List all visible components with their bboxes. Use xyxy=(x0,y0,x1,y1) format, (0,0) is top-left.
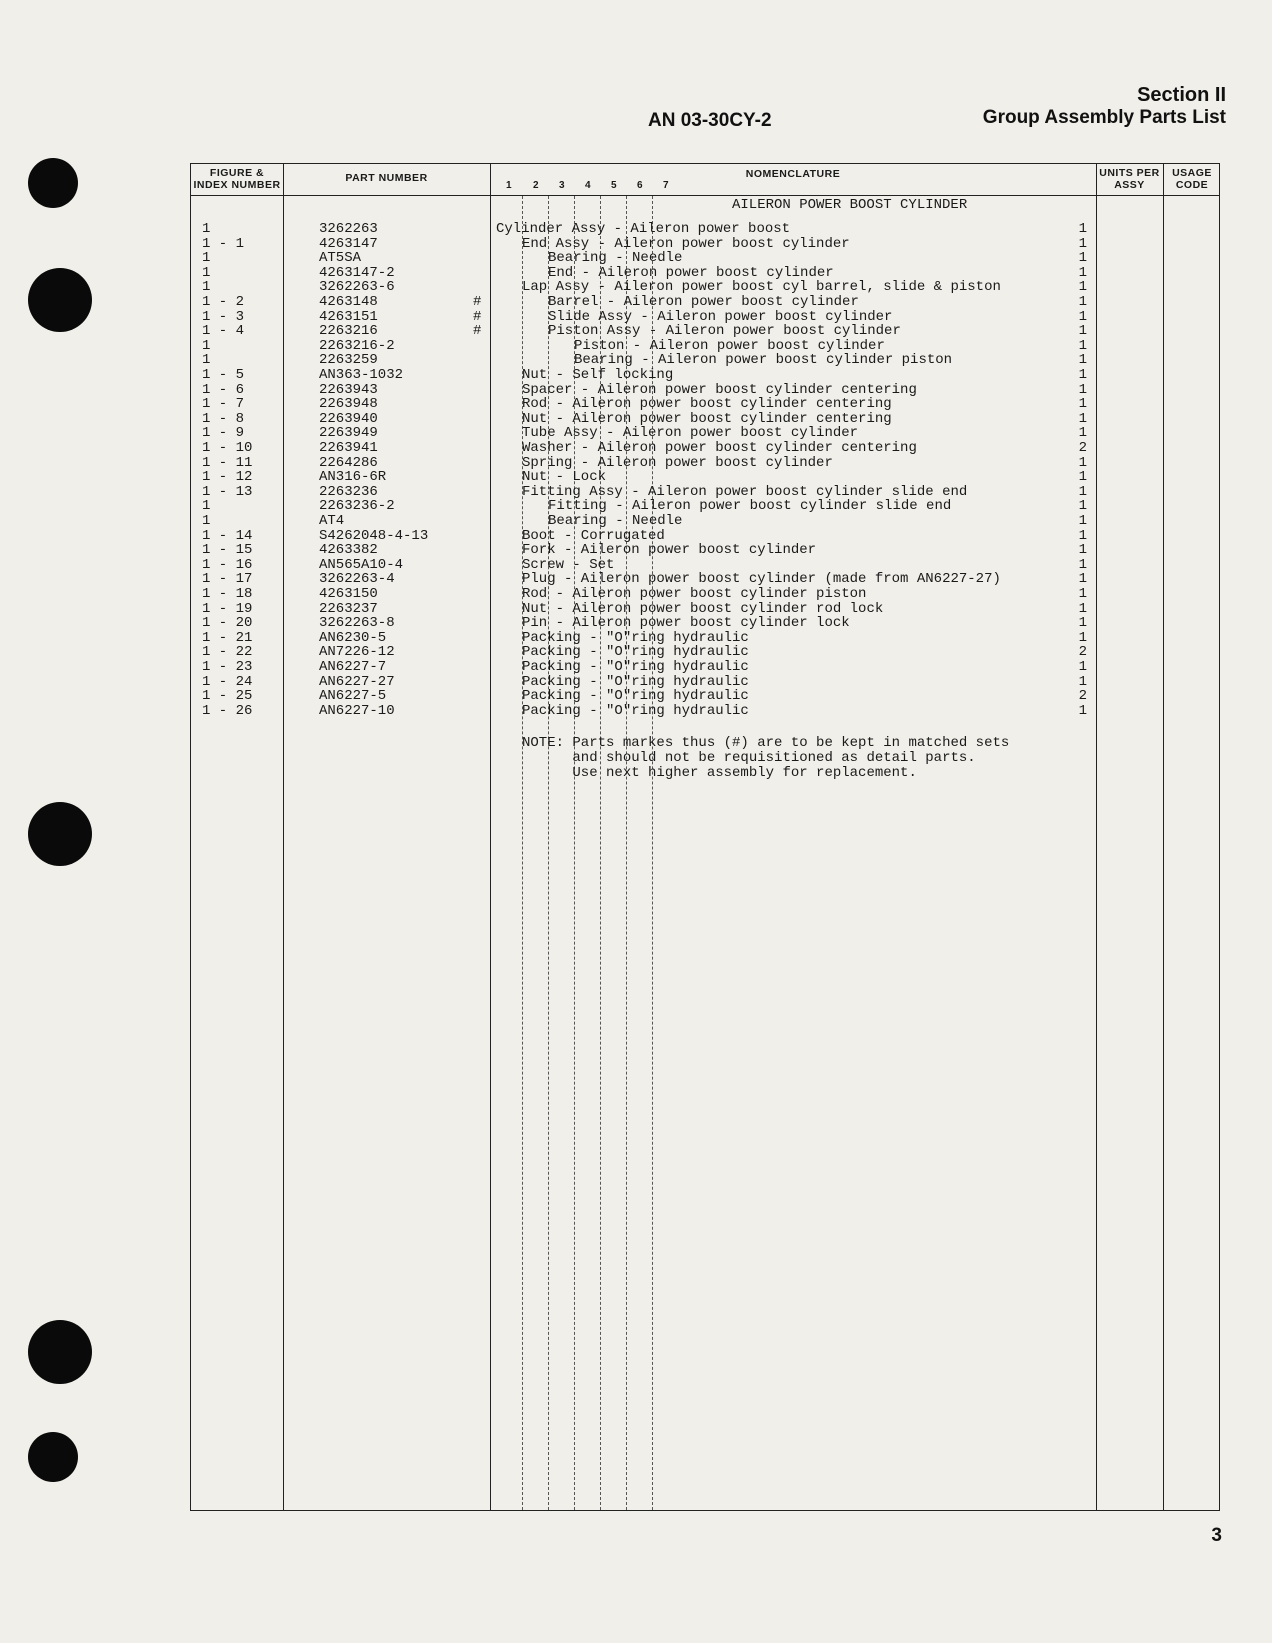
figure-index-cell: 1 - 25 xyxy=(202,688,253,705)
header-usage: USAGE CODE xyxy=(1172,167,1212,191)
part-number-cell: 4263150 xyxy=(319,586,378,602)
nomenclature-cell: Rod - Aileron power boost cylinder piston xyxy=(522,586,867,602)
nomenclature-cell: Tube Assy - Aileron power boost cylinder xyxy=(522,425,859,442)
matched-set-mark: # xyxy=(473,308,482,325)
figure-index-cell: 1 - 19 xyxy=(202,600,253,617)
nomenclature-cell: Pin - Aileron power boost cylinder lock xyxy=(522,615,850,632)
units-cell: 1 xyxy=(1078,381,1087,398)
units-cell: 1 xyxy=(1078,673,1087,690)
nomenclature-cell: Fitting Assy - Aileron power boost cylinder slide end xyxy=(522,483,968,500)
figure-index-cell: 1 - 20 xyxy=(202,615,253,632)
indent-level-label: 4 xyxy=(585,180,591,191)
nomenclature-cell: Fitting - Aileron power boost cylinder slide end xyxy=(548,498,952,515)
nomenclature-cell: Barrel - Aileron power boost cylinder xyxy=(548,294,859,310)
units-cell: 1 xyxy=(1078,367,1087,383)
nomenclature-cell: Slide Assy - Aileron power boost cylinder xyxy=(548,308,893,325)
nomenclature-cell: Bearing - Aileron power boost cylinder piston xyxy=(574,352,953,369)
units-cell: 1 xyxy=(1078,410,1087,427)
binder-hole xyxy=(28,802,92,866)
figure-index-cell: 1 - 26 xyxy=(202,702,253,719)
part-number-cell: AN565A10-4 xyxy=(319,556,404,573)
assembly-title: AILERON POWER BOOST CYLINDER xyxy=(732,197,968,213)
indent-level-label: 1 xyxy=(506,180,512,191)
units-cell: 1 xyxy=(1078,454,1087,471)
figure-index-cell: 1 xyxy=(202,221,211,237)
part-number-cell: AN7226-12 xyxy=(319,644,395,661)
figure-index-cell: 1 - 23 xyxy=(202,659,253,675)
section-title: Section II xyxy=(1137,84,1226,106)
nomenclature-cell: Packing - "O"ring hydraulic xyxy=(522,629,749,646)
section-subtitle: Group Assembly Parts List xyxy=(982,107,1226,128)
units-cell: 1 xyxy=(1078,542,1087,559)
nomenclature-cell: Packing - "O"ring hydraulic xyxy=(522,688,749,705)
part-number-cell: 4263148 xyxy=(319,294,378,310)
page-number: 3 xyxy=(1211,1525,1222,1546)
note-line: Use next higher assembly for replacement. xyxy=(522,765,917,781)
document-number: AN 03-30CY-2 xyxy=(648,110,772,131)
nomenclature-cell: Piston Assy - Aileron power boost cylinder xyxy=(548,323,901,340)
nomenclature-cell: Bearing - Needle xyxy=(548,513,683,529)
units-cell: 1 xyxy=(1078,308,1087,325)
units-cell: 1 xyxy=(1078,323,1087,340)
figure-index-cell: 1 - 6 xyxy=(202,381,245,398)
units-cell: 1 xyxy=(1078,615,1087,632)
indent-level-label: 3 xyxy=(559,180,565,191)
figure-index-cell: 1 - 13 xyxy=(202,483,253,500)
header-figure-index: FIGURE & INDEX NUMBER xyxy=(193,167,281,191)
part-number-cell: 4263151 xyxy=(319,308,378,325)
units-cell: 2 xyxy=(1078,440,1087,456)
part-number-cell: 3262263 xyxy=(319,221,378,237)
matched-set-mark: # xyxy=(473,323,482,340)
figure-index-cell: 1 - 9 xyxy=(202,425,245,442)
part-number-cell: 4263382 xyxy=(319,542,378,559)
binder-hole xyxy=(28,1432,78,1482)
units-cell: 1 xyxy=(1078,264,1087,281)
nomenclature-cell: Nut - Lock xyxy=(522,469,607,486)
binder-hole xyxy=(28,158,78,208)
indent-level-label: 6 xyxy=(637,180,643,191)
part-number-cell: 2263941 xyxy=(319,440,378,456)
units-cell: 1 xyxy=(1078,483,1087,500)
part-number-cell: AN316-6R xyxy=(319,469,387,486)
column-divider xyxy=(283,164,284,1510)
units-cell: 1 xyxy=(1078,498,1087,515)
column-divider xyxy=(1163,164,1164,1510)
figure-index-cell: 1 - 12 xyxy=(202,469,253,486)
part-number-cell: 2263949 xyxy=(319,425,378,442)
column-divider xyxy=(1096,164,1097,1510)
units-cell: 1 xyxy=(1078,221,1087,237)
figure-index-cell: 1 - 10 xyxy=(202,440,253,456)
figure-index-cell: 1 - 22 xyxy=(202,644,253,661)
units-cell: 2 xyxy=(1078,644,1087,661)
units-cell: 1 xyxy=(1078,250,1087,267)
nomenclature-cell: Cylinder Assy - Aileron power boost xyxy=(496,221,791,237)
units-cell: 1 xyxy=(1078,396,1087,413)
part-number-cell: AN6230-5 xyxy=(319,629,387,646)
figure-index-cell: 1 - 1 xyxy=(202,235,245,252)
figure-index-cell: 1 xyxy=(202,337,211,354)
part-number-cell: AN363-1032 xyxy=(319,367,404,383)
part-number-cell: 2263216 xyxy=(319,323,378,340)
figure-index-cell: 1 - 8 xyxy=(202,410,245,427)
units-cell: 1 xyxy=(1078,629,1087,646)
part-number-cell: AN6227-27 xyxy=(319,673,395,690)
binder-hole xyxy=(28,268,92,332)
figure-index-cell: 1 xyxy=(202,498,211,515)
column-divider xyxy=(490,164,491,1510)
part-number-cell: 3262263-6 xyxy=(319,279,395,296)
nomenclature-cell: Packing - "O"ring hydraulic xyxy=(522,702,749,719)
part-number-cell: 4263147-2 xyxy=(319,264,395,281)
units-cell: 2 xyxy=(1078,688,1087,705)
part-number-cell: 3262263-4 xyxy=(319,571,395,588)
note-line: NOTE: Parts markes thus (#) are to be kept in matched sets xyxy=(522,735,1010,751)
nomenclature-cell: Packing - "O"ring hydraulic xyxy=(522,673,749,690)
units-cell: 1 xyxy=(1078,702,1087,719)
figure-index-cell: 1 - 2 xyxy=(202,294,245,310)
units-cell: 1 xyxy=(1078,337,1087,354)
figure-index-cell: 1 - 5 xyxy=(202,367,245,383)
part-number-cell: S4262048-4-13 xyxy=(319,527,429,544)
part-number-cell: 2263236-2 xyxy=(319,498,395,515)
matched-set-mark: # xyxy=(473,294,482,310)
part-number-cell: AN6227-7 xyxy=(319,659,387,675)
units-cell: 1 xyxy=(1078,469,1087,486)
figure-index-cell: 1 xyxy=(202,513,211,529)
figure-index-cell: 1 - 17 xyxy=(202,571,253,588)
nomenclature-cell: Lap Assy - Aileron power boost cyl barrel, slide & piston xyxy=(522,279,1001,296)
nomenclature-cell: Spring - Aileron power boost cylinder xyxy=(522,454,833,471)
figure-index-cell: 1 - 14 xyxy=(202,527,253,544)
part-number-cell: AN6227-10 xyxy=(319,702,395,719)
figure-index-cell: 1 - 16 xyxy=(202,556,253,573)
nomenclature-cell: Boot - Corrugated xyxy=(522,527,665,544)
nomenclature-cell: End - Aileron power boost cylinder xyxy=(548,264,834,281)
units-cell: 1 xyxy=(1078,659,1087,675)
nomenclature-cell: Bearing - Needle xyxy=(548,250,683,267)
units-cell: 1 xyxy=(1078,600,1087,617)
part-number-cell: 2263948 xyxy=(319,396,378,413)
nomenclature-cell: Packing - "O"ring hydraulic xyxy=(522,644,749,661)
figure-index-cell: 1 xyxy=(202,279,211,296)
part-number-cell: 4263147 xyxy=(319,235,378,252)
nomenclature-cell: Piston - Aileron power boost cylinder xyxy=(574,337,885,354)
part-number-cell: 2263216-2 xyxy=(319,337,395,354)
figure-index-cell: 1 - 24 xyxy=(202,673,253,690)
figure-index-cell: 1 - 4 xyxy=(202,323,245,340)
header-part-number: PART NUMBER xyxy=(345,172,428,184)
nomenclature-cell: Nut - Aileron power boost cylinder rod lock xyxy=(522,600,884,617)
figure-index-cell: 1 - 15 xyxy=(202,542,253,559)
units-cell: 1 xyxy=(1078,279,1087,296)
units-cell: 1 xyxy=(1078,352,1087,369)
figure-index-cell: 1 xyxy=(202,250,211,267)
units-cell: 1 xyxy=(1078,294,1087,310)
units-cell: 1 xyxy=(1078,556,1087,573)
figure-index-cell: 1 - 11 xyxy=(202,454,253,471)
part-number-cell: 2263236 xyxy=(319,483,378,500)
indent-level-label: 5 xyxy=(611,180,617,191)
units-cell: 1 xyxy=(1078,425,1087,442)
nomenclature-cell: Rod - Aileron power boost cylinder centering xyxy=(522,396,892,413)
binder-hole xyxy=(28,1320,92,1384)
units-cell: 1 xyxy=(1078,235,1087,252)
figure-index-cell: 1 xyxy=(202,264,211,281)
units-cell: 1 xyxy=(1078,527,1087,544)
part-number-cell: AN6227-5 xyxy=(319,688,387,705)
header-units: UNITS PER ASSY xyxy=(1099,167,1160,191)
figure-index-cell: 1 xyxy=(202,352,211,369)
note-line: and should not be requisitioned as detail parts. xyxy=(522,750,976,766)
figure-index-cell: 1 - 18 xyxy=(202,586,253,602)
part-number-cell: 2264286 xyxy=(319,454,378,471)
nomenclature-cell: End Assy - Aileron power boost cylinder xyxy=(522,235,850,252)
parts-list-table xyxy=(190,163,1220,1511)
nomenclature-cell: Nut - Self locking xyxy=(522,367,674,383)
units-cell: 1 xyxy=(1078,586,1087,602)
part-number-cell: 2263940 xyxy=(319,410,378,427)
units-cell: 1 xyxy=(1078,571,1087,588)
nomenclature-cell: Packing - "O"ring hydraulic xyxy=(522,659,749,675)
part-number-cell: 2263259 xyxy=(319,352,378,369)
header-divider xyxy=(191,195,1219,196)
indent-level-label: 7 xyxy=(663,180,669,191)
nomenclature-cell: Nut - Aileron power boost cylinder centering xyxy=(522,410,892,427)
nomenclature-cell: Fork - Aileron power boost cylinder xyxy=(522,542,817,559)
nomenclature-cell: Plug - Aileron power boost cylinder (made from AN6227-27) xyxy=(522,571,1001,588)
part-number-cell: 3262263-8 xyxy=(319,615,395,632)
part-number-cell: 2263237 xyxy=(319,600,378,617)
nomenclature-cell: Washer - Aileron power boost cylinder centering xyxy=(522,440,917,456)
part-number-cell: AT5SA xyxy=(319,250,362,267)
figure-index-cell: 1 - 21 xyxy=(202,629,253,646)
units-cell: 1 xyxy=(1078,513,1087,529)
indent-level-label: 2 xyxy=(533,180,539,191)
header-nomenclature: NOMENCLATURE xyxy=(745,168,841,180)
part-number-cell: AT4 xyxy=(319,513,345,529)
part-number-cell: 2263943 xyxy=(319,381,378,398)
figure-index-cell: 1 - 3 xyxy=(202,308,245,325)
nomenclature-cell: Screw - Set xyxy=(522,556,615,573)
figure-index-cell: 1 - 7 xyxy=(202,396,245,413)
nomenclature-cell: Spacer - Aileron power boost cylinder centering xyxy=(522,381,917,398)
